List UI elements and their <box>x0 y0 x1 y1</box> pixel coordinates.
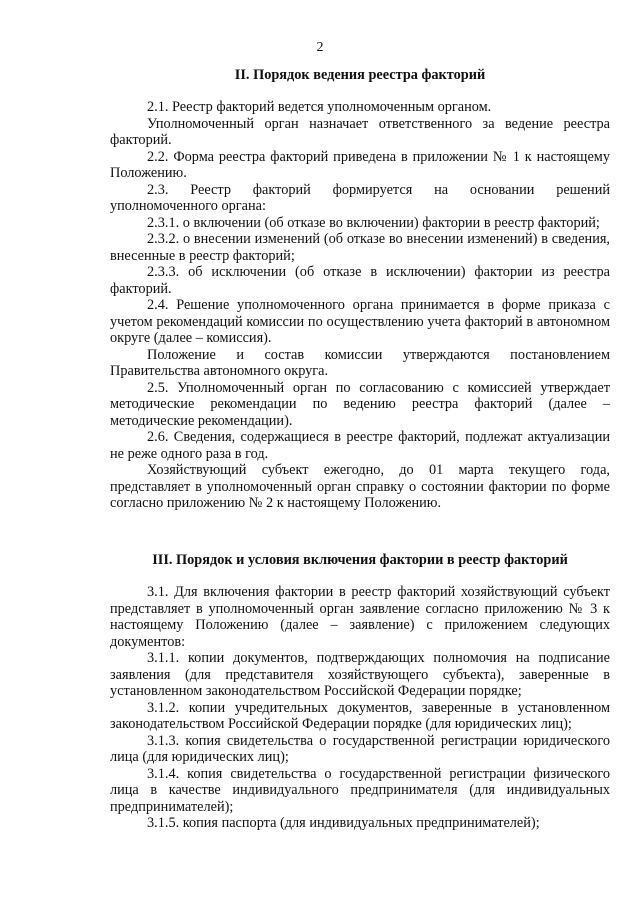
paragraph-3-1-5: 3.1.5. копия паспорта (для индивидуальных предпринимателей); <box>147 815 540 831</box>
paragraph-3-1-2: 3.1.2. копии учредительных документов, заверенные в установленном законодательством Российской Федерации порядке (для юридических лиц); <box>110 699 610 732</box>
paragraph-2-3-2: 2.3.2. о внесении изменений (об отказе во внесении изменений) в сведения, внесенные в реестр факторий; <box>110 231 610 264</box>
paragraph-3-1: 3.1. Для включения фактории в реестр факторий хозяйствующий субъект представляет в уполномоченный орган заявление согласно приложению № 3 к настоящему Положению (далее – заявление) с приложением следующих документов: <box>110 584 610 650</box>
section-3-body <box>110 584 610 832</box>
page-number: 2 <box>316 40 324 55</box>
paragraph-2-5: 2.5. Уполномоченный орган по согласованию с комиссией утверждает методические рекомендации по ведению реестра факторий (далее – методические рекомендации). <box>110 379 610 429</box>
paragraph-2-3-1: 2.3.1. о включении (об отказе во включении) фактории в реестр факторий; <box>147 214 600 231</box>
section-3-title: III. Порядок и условия включения фактории в реестр факторий <box>152 552 568 568</box>
paragraph-3-1-3: 3.1.3. копия свидетельства о государственной регистрации юридического лица (для юридических лиц); <box>110 732 610 765</box>
paragraph-2-2: 2.2. Форма реестра факторий приведена в приложении № 1 к настоящему Положению. <box>110 148 610 181</box>
section-2-body <box>110 99 610 512</box>
paragraph-2-3-3: 2.3.3. об исключении (об отказе в исключении) фактории из реестра факторий. <box>110 264 610 297</box>
paragraph-2-4-commission: Положение и состав комиссии утверждаются постановлением Правительства автономного округа. <box>110 346 610 379</box>
paragraph-2-1: 2.1. Реестр факторий ведется уполномоченным органом. <box>147 99 492 115</box>
paragraph-3-1-1: 3.1.1. копии документов, подтверждающих полномочия на подписание заявления (для представителя хозяйствующего субъекта), заверенные в установленном законодательством Российской Федерации порядке; <box>110 650 610 699</box>
paragraph-2-1-responsible: Уполномоченный орган назначает ответственного за ведение реестра факторий. <box>110 115 610 148</box>
paragraph-2-3: 2.3. Реестр факторий формируется на основании решений уполномоченного органа: <box>110 181 610 214</box>
paragraph-3-1-4: 3.1.4. копия свидетельства о государственной регистрации физического лица в качестве индивидуального предпринимателя (для индивидуальных предпринимателей); <box>110 765 610 815</box>
paragraph-2-6-annual: Хозяйствующий субъект ежегодно, до 01 марта текущего года, представляет в уполномоченный орган справку о состоянии фактории по форме согласно приложению № 2 к настоящему Положению. <box>110 462 610 511</box>
section-2-title: II. Порядок ведения реестра факторий <box>234 67 486 83</box>
paragraph-2-6: 2.6. Сведения, содержащиеся в реестре факторий, подлежат актуализации не реже одного раза в год. <box>110 429 610 462</box>
paragraph-2-4: 2.4. Решение уполномоченного органа принимается в форме приказа с учетом рекомендаций комиссии по осуществлению учета факторий в автономном округе (далее – комиссия). <box>110 297 610 346</box>
